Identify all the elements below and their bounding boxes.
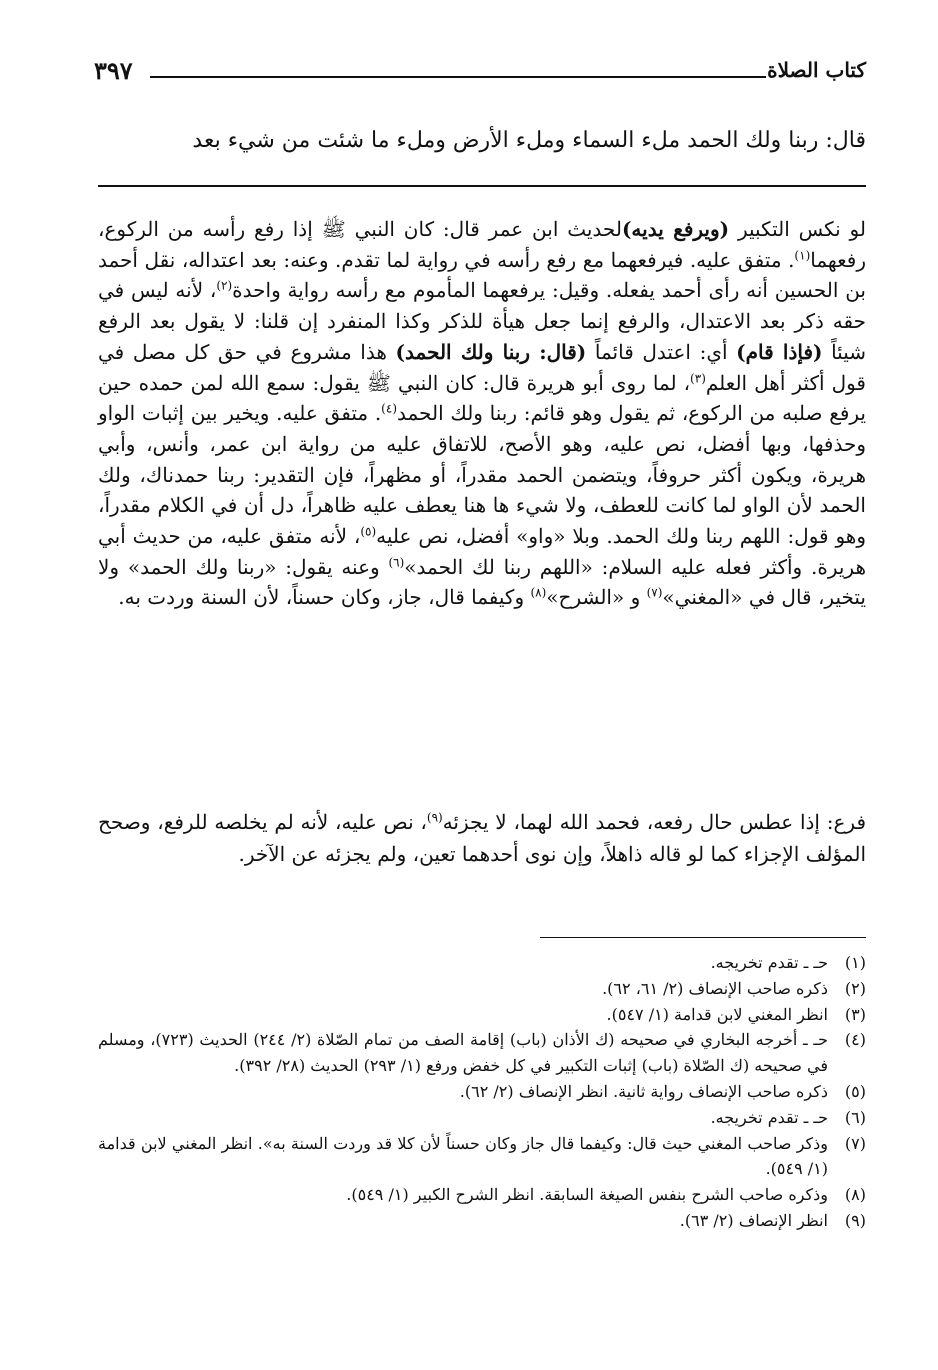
footnotes-divider (540, 937, 866, 938)
footnote-text: ذكره صاحب الإنصاف رواية ثانية. انظر الإنصاف (٢/ ٦٢). (459, 1081, 828, 1101)
footnote-number: (٢) (844, 978, 866, 998)
matn-quote: (قال: ربنا ولك الحمد) (395, 339, 587, 364)
commentary-text: ، لما روى أبو هريرة قال: كان النبي ﷺ يقول: سمع الله لمن حمده حين يرفع صلبه من الركوع، ثم يقول وهو قائم: ربنا ولك الحمد (98, 370, 866, 426)
commentary-text: و «الشرح» (546, 585, 647, 610)
commentary-text: . متفق عليه. فيرفعهما مع رفع رأسه في رواية لما تقدم. وعنه: بعد اعتداله، نقل أحمد بن الحسين أنه رأى أحمد يفعله. وقيل: يرفعهما المأموم مع رأسه رواية واحدة (98, 247, 866, 303)
footnote-ref[interactable]: (٦) (388, 555, 405, 570)
footnote-ref[interactable]: (٤) (381, 401, 397, 416)
footnote-text: وذكره صاحب الشرح بنفس الصيغة السابقة. انظر الشرح الكبير (١/ ٥٤٩). (346, 1185, 828, 1205)
commentary-text: لحديث ابن عمر قال: كان النبي ﷺ إذا رفع رأسه من الركوع، رفعهما (98, 217, 866, 272)
footnote-item (98, 976, 866, 1002)
footnote-text: وذكر صاحب المغني حيث قال: وكيفما قال جاز وكان حسناً لأن كلا قد وردت السنة به». انظر المغني لابن قدامة (١/ ٥٤٩). (98, 1133, 828, 1179)
footnote-ref[interactable]: (٥) (360, 524, 377, 539)
page-header (94, 56, 866, 90)
footnote-number: (٧) (844, 1133, 866, 1153)
running-title: كتاب الصلاة (767, 58, 866, 82)
footnote-item (98, 1208, 866, 1234)
footnote-ref[interactable]: (٨) (530, 585, 547, 600)
matn-quote: (فإذا قام) (736, 339, 823, 364)
footnote-number: (٤) (844, 1030, 866, 1050)
footnote-ref[interactable]: (٩) (426, 810, 443, 825)
footnote-item (98, 1182, 866, 1208)
footnote-item (98, 1079, 866, 1105)
commentary-text: أي: اعتدل قائماً (586, 339, 737, 364)
branch-paragraph (98, 806, 866, 870)
footnote-text: ذكره صاحب الإنصاف (٢/ ٦١، ٦٢). (602, 978, 828, 998)
commentary-paragraph (98, 214, 866, 613)
footnote-ref[interactable]: (٣) (690, 370, 706, 385)
footnote-text: حـ ـ تقدم تخريجه. (710, 1107, 828, 1127)
footnote-number: (٩) (844, 1210, 866, 1230)
page-number: ٣٩٧ (94, 56, 133, 85)
commentary-text: . متفق عليه. ويخير بين إثبات الواو وحذفها، وبها أفضل، نص عليه، وهو الأصح، للاتفاق عليه من رواية ابن عمر، وأنس، وأبي هريرة، ويكون أكثر حروفاً، ويتضمن الحمد مقدراً، أو مظهراً، فإن التقدير: ربنا حمدناك، ولك الحمد لأن الواو لما كانت للعطف، ولا شيء ها هنا يعطف عليه ظاهراً، دل أن في الكلام مقدراً، وهو قول: اللهم ربنا ولك الحمد. وبلا «واو» أفضل، نص عليه (98, 401, 866, 549)
footnote-number: (٣) (844, 1004, 866, 1024)
matn-text: قال: ربنا ولك الحمد ملء السماء وملء الأرض وملء ما شئت من شيء بعد (192, 128, 866, 153)
footnote-number: (٨) (844, 1185, 866, 1205)
footnote-text: انظر المغني لابن قدامة (١/ ٥٤٧). (606, 1004, 828, 1024)
matn-divider (98, 185, 866, 187)
footnote-number: (٦) (844, 1107, 866, 1127)
footnote-ref[interactable]: (٧) (646, 585, 663, 600)
commentary-text: وكيفما قال، جاز، وكان حسناً، لأن السنة وردت به. (118, 585, 531, 610)
footnote-number: (٥) (844, 1081, 866, 1101)
commentary-text: هذا مشروع في حق كل مصل في قول أكثر أهل العلم (98, 339, 866, 395)
commentary-text: ، لأنه متفق عليه، من حديث أبي هريرة. وأكثر فعله عليه السلام: «اللهم ربنا لك الحمد» (98, 524, 867, 579)
footnote-ref[interactable]: (١) (794, 248, 811, 263)
footnote-text: انظر الإنصاف (٢/ ٦٣). (679, 1210, 828, 1230)
branch-text: ، نص عليه، لأنه لم يخلصه للرفع، وصحح المؤلف الإجزاء كما لو قاله ذاهلاً، وإن نوى أحدهما تعين، ولم يجزئه عن الآخر. (98, 810, 866, 866)
footnote-number: (١) (844, 953, 866, 972)
footnote-text: حـ ـ تقدم تخريجه. (710, 953, 828, 972)
commentary-text: وعنه يقول: «ربنا ولك الحمد» ولا يتخير، قال في «المغني» (98, 554, 866, 610)
commentary-text: لو نكس التكبير (729, 217, 866, 241)
matn-quote: (ويرفع يديه) (621, 217, 730, 241)
branch-text: فرع: إذا عطس حال رفعه، فحمد الله لهما، لا يجزئه (442, 810, 867, 834)
footnote-item (98, 1131, 866, 1183)
footnotes-list (98, 950, 866, 1234)
footnote-item (98, 1027, 866, 1079)
footnote-ref[interactable]: (٢) (216, 278, 233, 293)
footnote-item (98, 1002, 866, 1028)
footnote-item (98, 950, 866, 976)
commentary-text: ، لأنه ليس في حقه ذكر بعد الاعتدال، والرفع إنما جعل هيأة للذكر وكذا المنفرد إن قلنا: لا يقول بعد الرفع شيئاً (98, 278, 867, 364)
header-rule (150, 76, 766, 78)
footnote-item (98, 1105, 866, 1131)
footnote-text: حـ ـ أخرجه البخاري في صحيحه (ك الأذان (باب) إقامة الصف من تمام الصّلاة (٢/ ٢٤٤) الحديث (٧٢٣)، ومسلم في صحيحه (ك الصّلاة (باب) إثبات التكبير في كل خفض ورفع (١/ ٢٩٣) الحديث (٢٨/ ٣٩٢). (98, 1030, 828, 1076)
